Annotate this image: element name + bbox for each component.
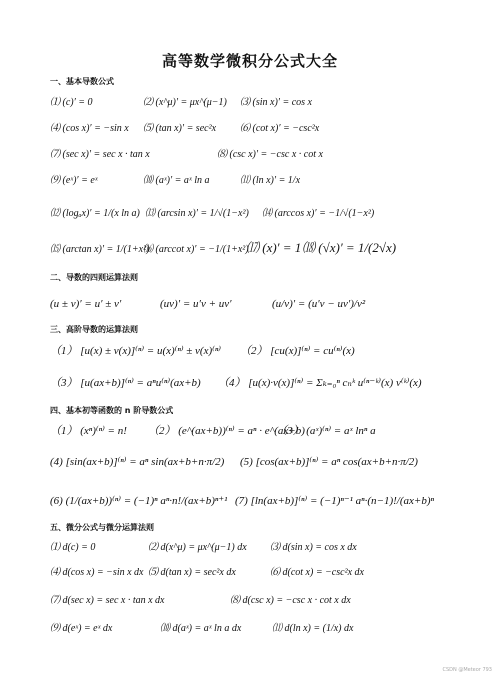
formula: ⑿ (logₐx)′ = 1/(x ln a) [50, 208, 140, 219]
formula-row [50, 455, 470, 479]
formula-row [50, 594, 470, 618]
formula: (uv)′ = u′v + uv′ [160, 298, 232, 310]
formula: （4） [u(x)·v(x)]⁽ⁿ⁾ = Σₖ₌₀ⁿ cₙᵏ u⁽ⁿ⁻ᵏ⁾(x) v⁽ᵏ⁾(x) [218, 377, 422, 389]
formula-row [50, 148, 470, 172]
section-heading-higher-order-rules: 三、高阶导数的运算法则 [50, 325, 138, 334]
formula-row [50, 622, 470, 646]
formula-row [50, 344, 470, 368]
formula: （3） (aˣ)⁽ⁿ⁾ = aˣ lnⁿ a [276, 425, 376, 437]
formula: （3） [u(ax+b)]⁽ⁿ⁾ = aⁿu⁽ⁿ⁾(ax+b) [50, 377, 201, 389]
formula: （2） (e^(ax+b))⁽ⁿ⁾ = aⁿ · e^(ax+b) [148, 425, 305, 437]
section-heading-nth-derivatives: 四、基本初等函数的 n 阶导数公式 [50, 406, 174, 415]
formula: (u ± v)′ = u′ ± v′ [50, 298, 122, 310]
formula-row [50, 174, 470, 198]
formula: ⑺ d(sec x) = sec x · tan x dx [50, 595, 165, 606]
formula-row [50, 541, 470, 565]
formula: ⑾ d(ln x) = (1/x) dx [272, 623, 354, 634]
formula-row [50, 297, 470, 321]
formula: ⑵ d(x^μ) = μx^(μ−1) dx [148, 542, 247, 553]
formula: （1） (xⁿ)⁽ⁿ⁾ = n! [50, 425, 127, 437]
formula: (7) [ln(ax+b)]⁽ⁿ⁾ = (−1)ⁿ⁻¹ aⁿ·(n−1)!/(ax+b)ⁿ [235, 495, 434, 507]
formula: ⒀ (arcsin x)′ = 1/√(1−x²) [145, 208, 249, 219]
formula-row [50, 240, 470, 267]
formula: ⑷ d(cos x) = −sin x dx [50, 567, 144, 578]
formula: ⑸ d(tan x) = sec²x dx [148, 567, 236, 578]
formula: ⑴ (c)′ = 0 [50, 97, 93, 108]
formula: ⑻ (csc x)′ = −csc x · cot x [217, 149, 323, 160]
formula: ⑶ (sin x)′ = cos x [240, 97, 312, 108]
formula: (6) (1/(ax+b))⁽ⁿ⁾ = (−1)ⁿ aⁿ·n!/(ax+b)ⁿ⁺¹ [50, 495, 228, 507]
formula: ⒂ (arctan x)′ = 1/(1+x²) [50, 244, 150, 255]
formula: ⑶ d(sin x) = cos x dx [270, 542, 357, 553]
formula: ⒅ (√x)′ = 1/(2√x) [302, 240, 397, 255]
formula: ⑵ (x^μ)′ = μx^(μ−1) [143, 97, 227, 108]
formula: ⒃ (arccot x)′ = −1/(1+x²) [143, 244, 249, 255]
formula-row [50, 376, 470, 400]
formula: （2） [cu(x)]⁽ⁿ⁾ = cu⁽ⁿ⁾(x) [240, 345, 355, 357]
formula: ⑼ d(eˣ) = eˣ dx [50, 623, 113, 634]
formula: ⑸ (tan x)′ = sec²x [143, 123, 217, 134]
formula-row [50, 424, 470, 448]
page-title: 高等数学微积分公式大全 [161, 52, 338, 70]
formula: ⑹ d(cot x) = −csc²x dx [270, 567, 364, 578]
formula: ⑻ d(csc x) = −csc x · cot x dx [230, 595, 351, 606]
formula: ⑴ d(c) = 0 [50, 542, 96, 553]
formula-row [50, 494, 470, 518]
formula: ⑾ (ln x)′ = 1/x [240, 175, 301, 186]
formula: ⑼ (eˣ)′ = eˣ [50, 175, 98, 186]
formula: ⒁ (arccos x)′ = −1/√(1−x²) [262, 208, 375, 219]
formula: ⑽ d(aˣ) = aˣ ln a dx [160, 623, 242, 634]
section-heading-basic-derivatives: 一、基本导数公式 [50, 77, 114, 86]
formula: (u/v)′ = (u′v − uv′)/v² [272, 298, 366, 310]
formula-row [50, 207, 470, 231]
watermark: CSDN @Meteor 793 [442, 667, 492, 673]
formula-row [50, 122, 470, 146]
formula: （1） [u(x) ± v(x)]⁽ⁿ⁾ = u(x)⁽ⁿ⁾ ± v(x)⁽ⁿ⁾ [50, 345, 222, 357]
formula: (4) [sin(ax+b)]⁽ⁿ⁾ = aⁿ sin(ax+b+n·π/2) [50, 456, 225, 468]
formula: ⒄ (x)′ = 1 [246, 240, 302, 255]
formula: ⑽ (aˣ)′ = aˣ ln a [143, 175, 210, 186]
section-heading-arithmetic-rules: 二、导数的四则运算法则 [50, 273, 138, 282]
formula-row [50, 96, 470, 120]
formula-row [50, 566, 470, 590]
formula: ⑷ (cos x)′ = −sin x [50, 123, 129, 134]
formula: ⑺ (sec x)′ = sec x · tan x [50, 149, 150, 160]
formula: (5) [cos(ax+b)]⁽ⁿ⁾ = aⁿ cos(ax+b+n·π/2) [240, 456, 418, 468]
formula: ⑹ (cot x)′ = −csc²x [240, 123, 320, 134]
section-heading-differential-rules: 五、微分公式与微分运算法则 [50, 523, 154, 532]
